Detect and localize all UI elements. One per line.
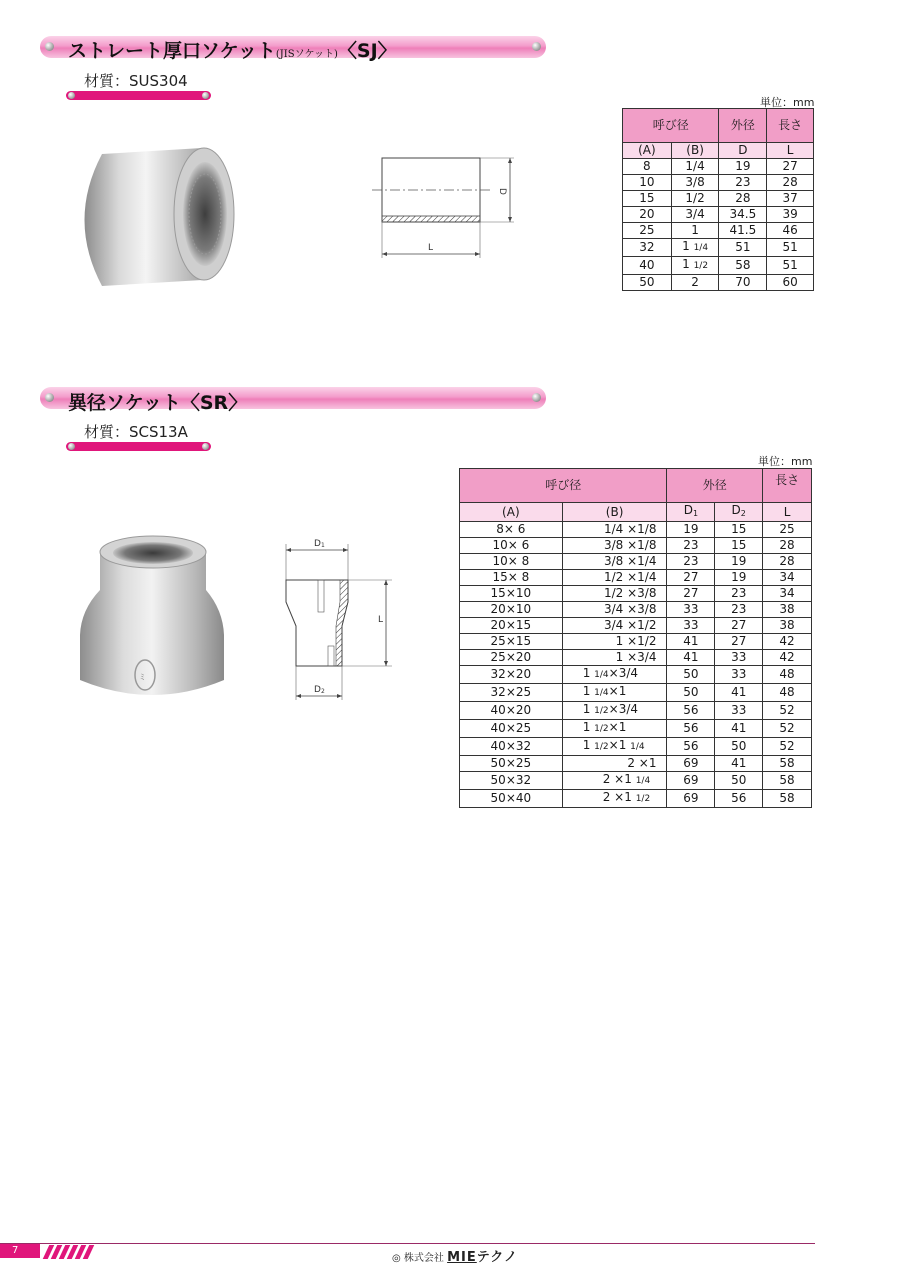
page-number: 7 <box>0 1244 40 1258</box>
table-row: 40 1 1/2 58 51 <box>623 257 814 275</box>
th-l: L <box>763 503 812 522</box>
diagram-label-l: L <box>428 243 434 253</box>
table-row: 25×20 1 ×3/4 41 33 42 <box>460 650 812 666</box>
table-row: 10× 6 3/8 ×1/8 23 15 28 <box>460 538 812 554</box>
table-row: 15 1/2 28 37 <box>623 191 814 207</box>
th-b: (B) <box>562 503 667 522</box>
table-row: 50×40 2 ×1 1/2 69 56 58 <box>460 790 812 808</box>
diagram-label-d2: D <box>314 685 321 695</box>
th-nominal: 呼び径 <box>460 469 667 503</box>
section1-title-main: ストレート厚口ソケット <box>68 40 276 62</box>
section2-title <box>68 388 247 415</box>
th-outer: 外径 <box>667 469 763 503</box>
th-outer: 外径 <box>719 109 767 143</box>
svg-text:ﾐ: ﾐ <box>140 673 145 683</box>
svg-text:D2: D2 <box>314 685 325 695</box>
table-row: 15× 8 1/2 ×1/4 27 19 34 <box>460 570 812 586</box>
knob-icon <box>45 42 54 51</box>
section1-title-code: 〈SJ〉 <box>337 40 397 62</box>
section1-title <box>68 36 397 63</box>
knob-icon <box>532 393 541 402</box>
footer-divider <box>0 1243 815 1244</box>
th-d: D <box>719 143 767 159</box>
footer-slash-decoration <box>46 1244 94 1263</box>
th-length: 長さ <box>767 109 814 143</box>
section1-title-note: (JISソケット) <box>275 49 338 60</box>
section2-unit: 単位：mm <box>758 455 813 468</box>
brand-latin: MIE <box>447 1250 477 1265</box>
table-row: 32 1 1/4 51 51 <box>623 239 814 257</box>
th-b: (B) <box>671 143 719 159</box>
reducer-photo <box>78 530 228 705</box>
company-logo <box>392 1246 518 1265</box>
table-row: 40×25 1 1/2×1 56 41 52 <box>460 720 812 738</box>
knob-icon <box>202 443 209 450</box>
table-row: 50×32 2 ×1 1/4 69 50 58 <box>460 772 812 790</box>
sj-spec-table <box>622 108 814 291</box>
section2-title-code: 〈SR〉 <box>180 392 248 414</box>
th-a: (A) <box>460 503 563 522</box>
sr-spec-table <box>459 468 812 808</box>
th-d1: $D_1$ <box>667 503 715 522</box>
th-d2: $D_2$ <box>715 503 763 522</box>
diagram-label-l2: L <box>378 615 384 625</box>
table-row: 8 1/4 19 27 <box>623 159 814 175</box>
coupling-photo <box>72 140 242 290</box>
table-row: 20×15 3/4 ×1/2 33 27 38 <box>460 618 812 634</box>
table-row: 50×25 2 ×1 69 41 58 <box>460 756 812 772</box>
sj-diagram <box>368 150 518 265</box>
company-mark-icon: ◎ <box>392 1253 401 1264</box>
table-row: 32×25 1 1/4×1 50 41 48 <box>460 684 812 702</box>
knob-icon <box>68 92 75 99</box>
knob-icon <box>68 443 75 450</box>
th-a: (A) <box>623 143 672 159</box>
table-row: 50 2 70 60 <box>623 275 814 291</box>
section1-material-bar <box>66 91 211 100</box>
th-nominal: 呼び径 <box>623 109 719 143</box>
sr-diagram <box>280 536 395 706</box>
section2-material-bar <box>66 442 211 451</box>
diagram-label-d: D <box>497 188 507 195</box>
table-row: 40×20 1 1/2×3/4 56 33 52 <box>460 702 812 720</box>
section1-material: 材質：SUS304 <box>84 72 188 90</box>
section2-material: 材質：SCS13A <box>84 423 188 441</box>
table-row: 15×10 1/2 ×3/8 27 23 34 <box>460 586 812 602</box>
section2-title-main: 異径ソケット <box>68 392 181 414</box>
knob-icon <box>45 393 54 402</box>
th-length: 長さ <box>763 469 812 503</box>
svg-text:D1: D1 <box>314 539 325 549</box>
diagram-label-d1: D <box>314 539 321 549</box>
knob-icon <box>532 42 541 51</box>
th-l: L <box>767 143 814 159</box>
table-row: 10 3/8 23 28 <box>623 175 814 191</box>
table-row: 25 1 41.5 46 <box>623 223 814 239</box>
table-row: 32×20 1 1/4×3/4 50 33 48 <box>460 666 812 684</box>
table-row: 10× 8 3/8 ×1/4 23 19 28 <box>460 554 812 570</box>
section1-unit: 単位：mm <box>760 96 815 109</box>
company-prefix: 株式会社 <box>403 1253 444 1264</box>
table-row: 20×10 3/4 ×3/8 33 23 38 <box>460 602 812 618</box>
knob-icon <box>202 92 209 99</box>
table-row: 20 3/4 34.5 39 <box>623 207 814 223</box>
table-row: 25×15 1 ×1/2 41 27 42 <box>460 634 812 650</box>
brand-kana: テクノ <box>476 1250 518 1265</box>
table-row: 8× 6 1/4 ×1/8 19 15 25 <box>460 522 812 538</box>
table-row: 40×32 1 1/2×1 1/4 56 50 52 <box>460 738 812 756</box>
